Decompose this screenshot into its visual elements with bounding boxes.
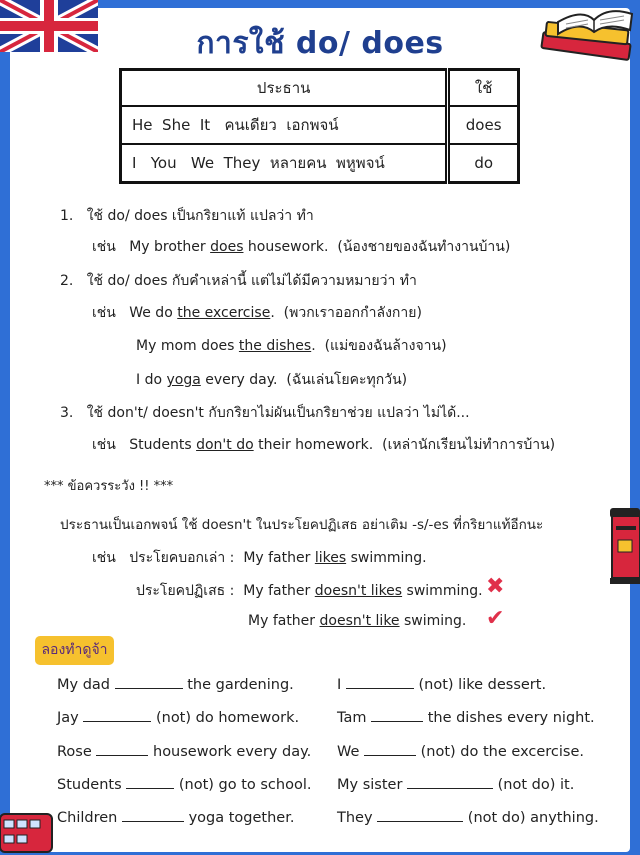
sentence-type-label: ประโยคบอกเล่า : <box>129 550 235 566</box>
example-text: swimming. <box>346 550 427 566</box>
exercise-text: Jay <box>57 710 79 726</box>
example-text: My brother <box>129 239 211 255</box>
rule-1 <box>60 205 314 227</box>
example-text: swimming. <box>402 583 483 599</box>
exercise-text: I <box>337 677 342 693</box>
answer-blank[interactable] <box>346 688 414 689</box>
example-highlight: yoga <box>166 372 201 388</box>
example-highlight: doesn't like <box>319 613 400 629</box>
header-subject: ประธาน <box>121 70 448 106</box>
exercise-item <box>337 810 599 826</box>
postbox-icon <box>604 506 640 586</box>
check-icon: ✔ <box>486 606 505 631</box>
rule-number: 3. <box>60 405 74 421</box>
example-highlight: likes <box>314 550 347 566</box>
grammar-table <box>119 68 520 184</box>
rule-2-example-2 <box>136 335 447 357</box>
warning-negative-right <box>248 613 466 629</box>
warning-negative-wrong <box>136 580 483 602</box>
example-text: their homework. <box>253 437 374 453</box>
example-label: เช่น <box>92 305 116 321</box>
answer-blank[interactable] <box>83 721 151 722</box>
page-title: การใช้ do/ does <box>196 26 444 61</box>
exercise-text: (not) do the excercise. <box>420 744 585 760</box>
row-subject: He She It คนเดียว เอกพจน์ <box>121 106 448 144</box>
sentence-type-label: ประโยคปฏิเสธ : <box>136 583 235 599</box>
exercise-item <box>337 677 546 693</box>
header-verb: ใช้ <box>448 70 519 106</box>
example-text: My father <box>243 550 315 566</box>
example-text: We do <box>129 305 178 321</box>
row-verb: does <box>448 106 519 144</box>
example-text: My father <box>243 583 315 599</box>
exercise-item <box>337 710 595 726</box>
bus-icon <box>0 810 56 855</box>
warning-heading: *** ข้อควรระวัง !! *** <box>44 479 174 494</box>
practice-tag: ลองทำดูจ้า <box>35 636 114 665</box>
example-text: . <box>311 338 316 354</box>
example-label: เช่น <box>92 437 116 453</box>
row-verb: do <box>448 144 519 182</box>
example-text: I do <box>136 372 167 388</box>
exercise-text: Students <box>57 777 122 793</box>
example-highlight: don't do <box>196 437 254 453</box>
exercise-text: housework every day. <box>153 744 312 760</box>
exercise-text: Rose <box>57 744 92 760</box>
example-text: swiming. <box>399 613 467 629</box>
answer-blank[interactable] <box>126 788 174 789</box>
rule-3-example <box>92 434 555 456</box>
rule-1-example <box>92 236 510 258</box>
table-header-row <box>121 70 519 106</box>
exercise-item <box>337 744 584 760</box>
rule-text: ใช้ do/ does เป็นกริยาแท้ แปลว่า ทำ <box>86 208 314 224</box>
exercise-item <box>57 677 294 693</box>
example-text: housework. <box>243 239 329 255</box>
exercise-text: We <box>337 744 360 760</box>
rule-number: 2. <box>60 273 74 289</box>
example-highlight: the excercise <box>177 305 271 321</box>
example-highlight: the dishes <box>238 338 312 354</box>
exercise-item <box>57 744 311 760</box>
exercise-text: (not) go to school. <box>178 777 312 793</box>
exercise-text: the dishes every night. <box>427 710 595 726</box>
rule-2-example-3 <box>136 369 407 391</box>
answer-blank[interactable] <box>377 821 463 822</box>
exercise-text: (not do) it. <box>497 777 575 793</box>
example-text: every day. <box>200 372 278 388</box>
exercise-text: They <box>337 810 373 826</box>
rule-text: ใช้ do/ does กับคำเหล่านี้ แต่ไม่ได้มีความหมายว่า ทำ <box>86 273 417 289</box>
exercise-text: Children <box>57 810 118 826</box>
warning-affirm <box>92 547 427 569</box>
rule-3 <box>60 402 470 424</box>
example-highlight: doesn't likes <box>314 583 403 599</box>
exercise-text: (not do) anything. <box>467 810 599 826</box>
exercise-item <box>57 777 311 793</box>
example-text: My mom does <box>136 338 239 354</box>
answer-blank[interactable] <box>115 688 183 689</box>
rule-2 <box>60 270 417 292</box>
example-translation: (พวกเราออกกำลังกาย) <box>283 305 422 321</box>
example-translation: (ฉันเล่นโยคะทุกวัน) <box>286 372 408 388</box>
example-translation: (แม่ของฉันล้างจาน) <box>324 338 447 354</box>
exercise-text: (not) like dessert. <box>418 677 547 693</box>
row-subject: I You We They หลายคน พหูพจน์ <box>121 144 448 182</box>
example-translation: (น้องชายของฉันทำงานบ้าน) <box>337 239 511 255</box>
exercise-text: yoga together. <box>188 810 295 826</box>
rule-2-example-1 <box>92 302 422 324</box>
example-label: เช่น <box>92 550 116 566</box>
exercise-text: the gardening. <box>187 677 294 693</box>
example-text: Students <box>129 437 197 453</box>
exercise-item <box>57 810 294 826</box>
exercise-text: Tam <box>337 710 367 726</box>
exercise-text: (not) do homework. <box>155 710 300 726</box>
table-row <box>121 106 519 144</box>
example-highlight: does <box>210 239 244 255</box>
example-translation: (เหล่านักเรียนไม่ทำการบ้าน) <box>382 437 556 453</box>
exercise-text: My sister <box>337 777 403 793</box>
warning-text: ประธานเป็นเอกพจน์ ใช้ doesn't ในประโยคปฏิเสธ อย่าเติม -s/-es ที่กริยาแท้อีกนะ <box>60 517 544 533</box>
example-text: My father <box>248 613 320 629</box>
answer-blank[interactable] <box>407 788 493 789</box>
answer-blank[interactable] <box>122 821 184 822</box>
exercise-item <box>57 710 299 726</box>
rule-number: 1. <box>60 208 74 224</box>
answer-blank[interactable] <box>371 721 423 722</box>
table-row <box>121 144 519 182</box>
rule-text: ใช้ don't/ doesn't กับกริยาไม่ผันเป็นกริยาช่วย แปลว่า ไม่ได้... <box>86 405 470 421</box>
answer-blank[interactable] <box>364 755 416 756</box>
answer-blank[interactable] <box>96 755 148 756</box>
exercise-item <box>337 777 574 793</box>
example-text: . <box>270 305 275 321</box>
exercise-text: My dad <box>57 677 110 693</box>
example-label: เช่น <box>92 239 116 255</box>
wrong-x-icon: ✖ <box>486 574 505 599</box>
